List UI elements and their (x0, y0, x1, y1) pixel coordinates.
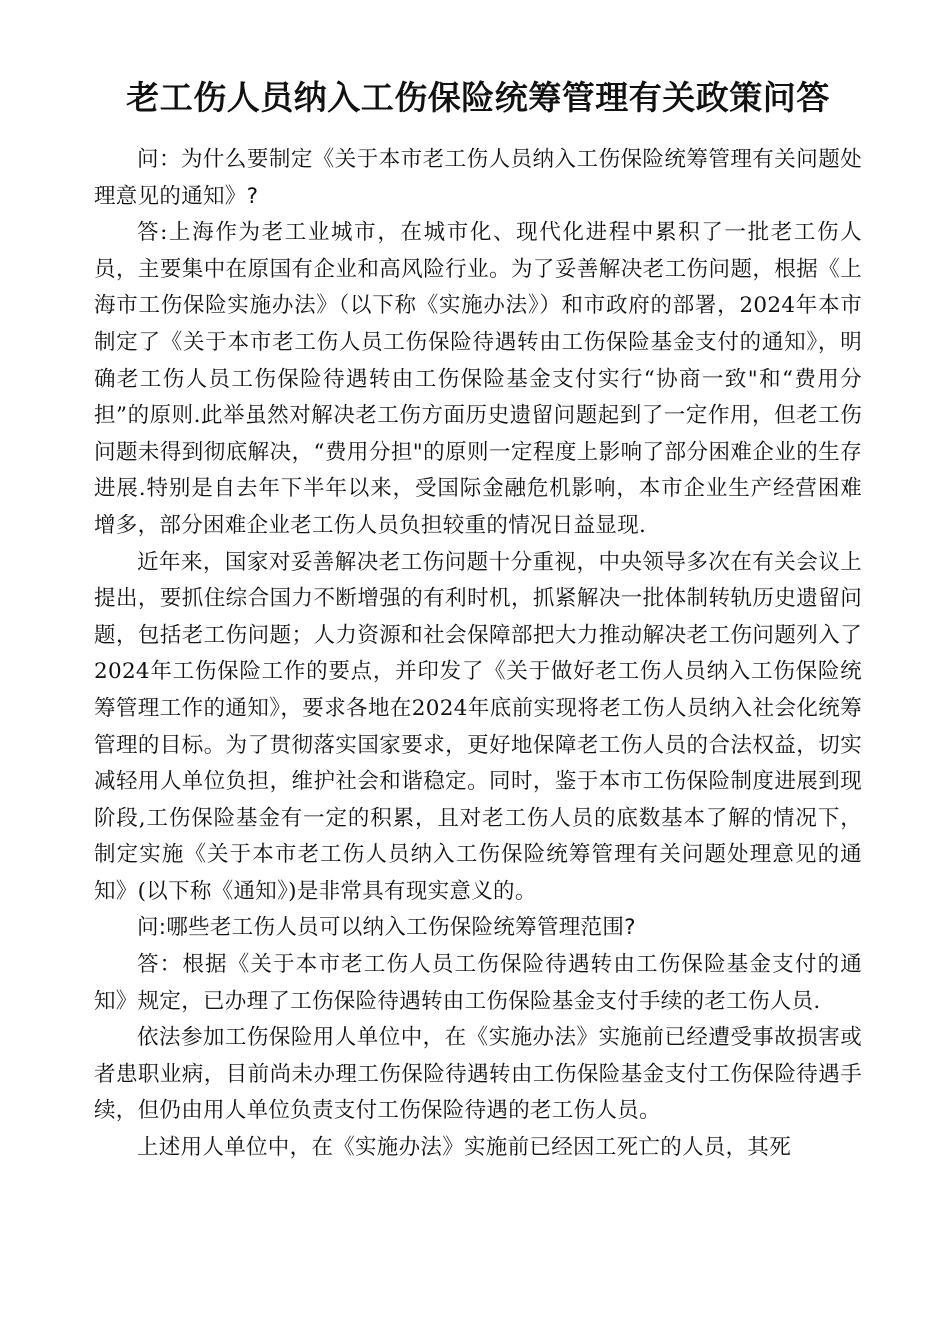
body-paragraph: 近年来，国家对妥善解决老工伤问题十分重视，中央领导多次在有关会议上提出，要抓住综合国力不断增强的有利时机，抓紧解决一批体制转轨历史遗留问题，包括老工伤问题；人力资源和社会保障部把大力推动解决老工伤问题列入了2024年工伤保险工作的要点，并印发了《关于做好老工伤人员纳入工伤保险统筹管理工作的通知》，要求各地在2024年底前实现将老工伤人员纳入社会化统筹管理的目标。为了贯彻落实国家要求，更好地保障老工伤人员的合法权益，切实减轻用人单位负担，维护社会和谐稳定。同时，鉴于本市工伤保险制度进展到现阶段,工伤保险基金有一定的积累，且对老工伤人员的底数基本了解的情况下，制定实施《关于本市老工伤人员纳入工伤保险统筹管理有关问题处理意见的通知》(以下称《通知》)是非常具有现实意义的。 (94, 549, 862, 904)
question-paragraph: 问:哪些老工伤人员可以纳入工伤保险统筹管理范围? (137, 915, 636, 941)
question-paragraph: 问：为什么要制定《关于本市老工伤人员纳入工伤保险统筹管理有关问题处理意见的通知》? (94, 147, 862, 209)
document-body (94, 142, 862, 1167)
document-title: 老工伤人员纳入工伤保险统筹管理有关政策问答 (126, 78, 830, 117)
answer-paragraph: 答：根据《关于本市老工伤人员工伤保险待遇转由工伤保险基金支付的通知》规定，已办理了工伤保险待遇转由工伤保险基金支付手续的老工伤人员. (94, 952, 862, 1014)
body-paragraph: 上述用人单位中，在《实施办法》实施前已经因工死亡的人员，其死 (137, 1135, 792, 1161)
document-page (94, 0, 862, 1167)
body-paragraph: 依法参加工伤保险用人单位中，在《实施办法》实施前已经遭受事故损害或者患职业病，目前尚未办理工伤保险待遇转由工伤保险基金支付工伤保险待遇手续，但仍由用人单位负责支付工伤保险待遇的老工伤人员。 (94, 1025, 862, 1124)
answer-paragraph: 答:上海作为老工业城市，在城市化、现代化进程中累积了一批老工伤人员，主要集中在原国有企业和高风险行业。为了妥善解决老工伤问题，根据《上海市工伤保险实施办法》（以下称《实施办法》）和市政府的部署，2024年本市制定了《关于本市老工伤人员工伤保险待遇转由工伤保险基金支付的通知》，明确老工伤人员工伤保险待遇转由工伤保险基金支付实行“协商一致"和“费用分担”的原则.此举虽然对解决老工伤方面历史遗留问题起到了一定作用，但老工伤问题未得到彻底解决，“费用分担"的原则一定程度上影响了部分困难企业的生存进展.特别是自去年下半年以来，受国际金融危机影响，本市企业生产经营困难增多，部分困难企业老工伤人员负担较重的情况日益显现. (94, 220, 862, 538)
